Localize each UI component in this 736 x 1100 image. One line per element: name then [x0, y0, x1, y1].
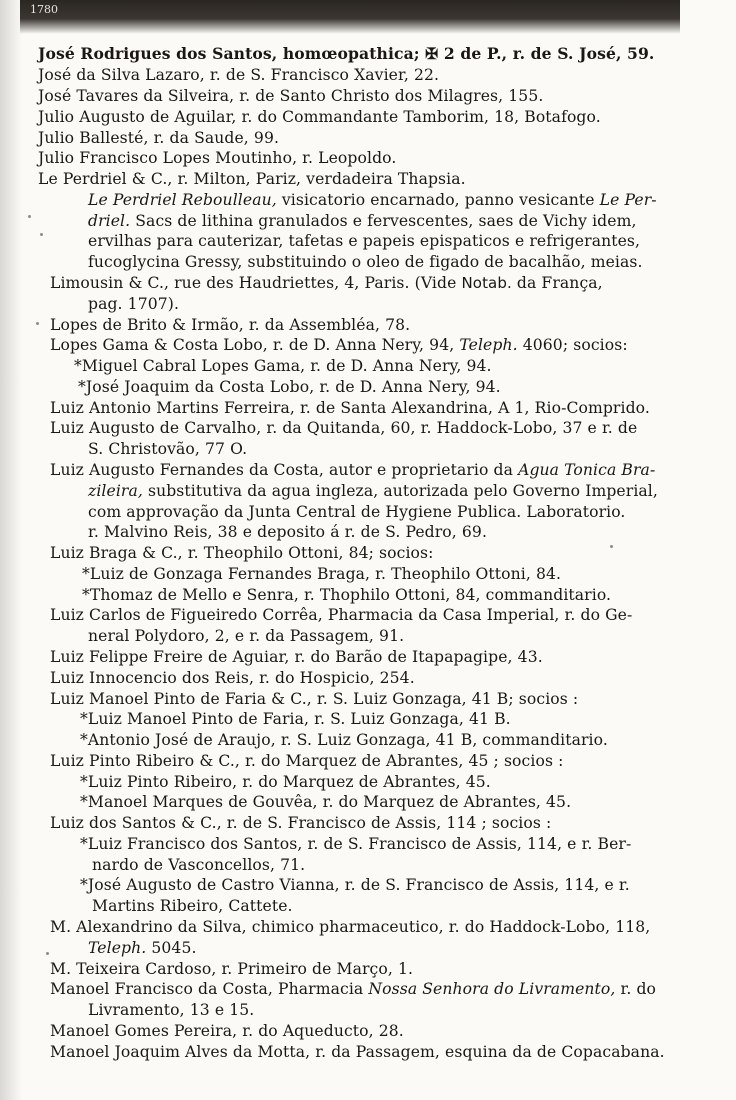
entry-line: Lopes de Brito & Irmão, r. da Assembléa, 78. — [50, 316, 411, 334]
entry-line: driel. Sacs de lithina granulados e fervescentes, saes de Vichy idem, — [88, 212, 637, 230]
entry-line: S. Christovão, 77 O. — [88, 440, 248, 458]
entry-line: Luiz dos Santos & C., r. de S. Francisco de Assis, 114 ; socios : — [50, 814, 552, 832]
entry-line: José da Silva Lazaro, r. de S. Francisco Xavier, 22. — [38, 66, 440, 84]
entry-line: M. Teixeira Cardoso, r. Primeiro de Março, 1. — [50, 960, 414, 978]
page-number-label: 1780 — [30, 3, 58, 16]
entry-line: com approvação da Junta Central de Hygiene Publica. Laboratorio. — [88, 503, 626, 521]
entry-line: nardo de Vasconcellos, 71. — [92, 856, 306, 874]
ink-speck — [28, 215, 31, 218]
entry-line: *Manoel Marques de Gouvêa, r. do Marquez de Abrantes, 45. — [80, 793, 572, 811]
entry-line: Luiz Manoel Pinto de Faria & C., r. S. Luiz Gonzaga, 41 B; socios : — [50, 690, 579, 708]
entry-line: Luiz Carlos de Figueiredo Corrêa, Pharmacia da Casa Imperial, r. do Ge- — [50, 606, 633, 624]
entry-line: Livramento, 13 e 15. — [88, 1001, 255, 1019]
entry-line: Julio Ballesté, r. da Saude, 99. — [38, 129, 280, 147]
entry-line: M. Alexandrino da Silva, chimico pharmaceutico, r. do Haddock-Lobo, 118, — [50, 918, 651, 936]
entry-line: zileira, substitutiva da agua ingleza, autorizada pelo Governo Imperial, — [88, 482, 658, 500]
entry-line: Manoel Joaquim Alves da Motta, r. da Passagem, esquina da de Copacabana. — [50, 1043, 665, 1061]
ink-speck — [46, 952, 49, 955]
entry-line: Luiz Felippe Freire de Aguiar, r. do Barão de Itapapagipe, 43. — [50, 648, 543, 666]
entry-line: fucoglycina Gressy, substituindo o oleo de figado de bacalhão, meias. — [88, 253, 643, 271]
entry-line: Luiz Antonio Martins Ferreira, r. de Santa Alexandrina, A 1, Rio-Comprido. — [50, 399, 650, 417]
entry-line: *Thomaz de Mello e Senra, r. Thophilo Ottoni, 84, commanditario. — [82, 586, 612, 604]
entry-line: r. Malvino Reis, 38 e deposito á r. de S. Pedro, 69. — [88, 523, 488, 541]
entry-line: *Luiz de Gonzaga Fernandes Braga, r. Theophilo Ottoni, 84. — [82, 565, 562, 583]
entry-line: *Luiz Francisco dos Santos, r. de S. Francisco de Assis, 114, e r. Ber- — [80, 835, 632, 853]
entry-line: Luiz Augusto de Carvalho, r. da Quitanda, 60, r. Haddock-Lobo, 37 e r. de — [50, 419, 638, 437]
entry-line: Limousin & C., rue des Haudriettes, 4, Paris. (Vide Notab. da França, — [50, 274, 603, 292]
entry-line: Lopes Gama & Costa Lobo, r. de D. Anna Nery, 94, Teleph. 4060; socios: — [50, 336, 628, 354]
entry-line: Manoel Gomes Pereira, r. do Aqueducto, 28. — [50, 1022, 404, 1040]
entry-line: José Tavares da Silveira, r. de Santo Christo dos Milagres, 155. — [38, 87, 544, 105]
entry-line: *Luiz Pinto Ribeiro, r. do Marquez de Abrantes, 45. — [80, 773, 491, 791]
entry-line: neral Polydoro, 2, e r. da Passagem, 91. — [88, 627, 405, 645]
ink-speck — [610, 545, 613, 548]
entry-line: ervilhas para cauterizar, tafetas e papeis epispaticos e refrigerantes, — [88, 232, 641, 250]
entry-line: Luiz Augusto Fernandes da Costa, autor e proprietario da Agua Tonica Bra- — [50, 461, 656, 479]
ink-speck — [36, 322, 39, 325]
cross-icon: ✠ — [425, 44, 439, 63]
entry-line: Luiz Pinto Ribeiro & C., r. do Marquez de Abrantes, 45 ; socios : — [50, 752, 564, 770]
entry-line: *Luiz Manoel Pinto de Faria, r. S. Luiz Gonzaga, 41 B. — [80, 710, 511, 728]
entry-line: Julio Francisco Lopes Moutinho, r. Leopoldo. — [38, 149, 397, 167]
entry-line: *José Augusto de Castro Vianna, r. de S. Francisco de Assis, 114, e r. — [80, 876, 630, 894]
entry-line: pag. 1707). — [88, 295, 179, 313]
entry-line: *Antonio José de Araujo, r. S. Luiz Gonzaga, 41 B, commanditario. — [80, 731, 608, 749]
entry-line: Teleph. 5045. — [88, 939, 197, 957]
entry-line: Manoel Francisco da Costa, Pharmacia Nossa Senhora do Livramento, r. do — [50, 980, 657, 998]
entry-line: Le Perdriel & C., r. Milton, Pariz, verdadeira Thapsia. — [38, 170, 466, 188]
entry-line: Le Perdriel Reboulleau, visicatorio encarnado, panno vesicante Le Per- — [88, 191, 657, 209]
entry-line: José Rodrigues dos Santos, homœopathica; ✠ 2 de P., r. de S. José, 59. — [38, 44, 655, 63]
entry-line: Julio Augusto de Aguilar, r. do Commandante Tamborim, 18, Botafogo. — [38, 108, 601, 126]
ink-speck — [40, 233, 43, 236]
entry-line: *Miguel Cabral Lopes Gama, r. de D. Anna Nery, 94. — [74, 357, 492, 375]
entry-line: *José Joaquim da Costa Lobo, r. de D. Anna Nery, 94. — [78, 378, 501, 396]
entry-line: Luiz Braga & C., r. Theophilo Ottoni, 84; socios: — [50, 544, 434, 562]
entry-line: Martins Ribeiro, Cattete. — [92, 897, 293, 915]
entry-line: Luiz Innocencio dos Reis, r. do Hospicio, 254. — [50, 669, 415, 687]
